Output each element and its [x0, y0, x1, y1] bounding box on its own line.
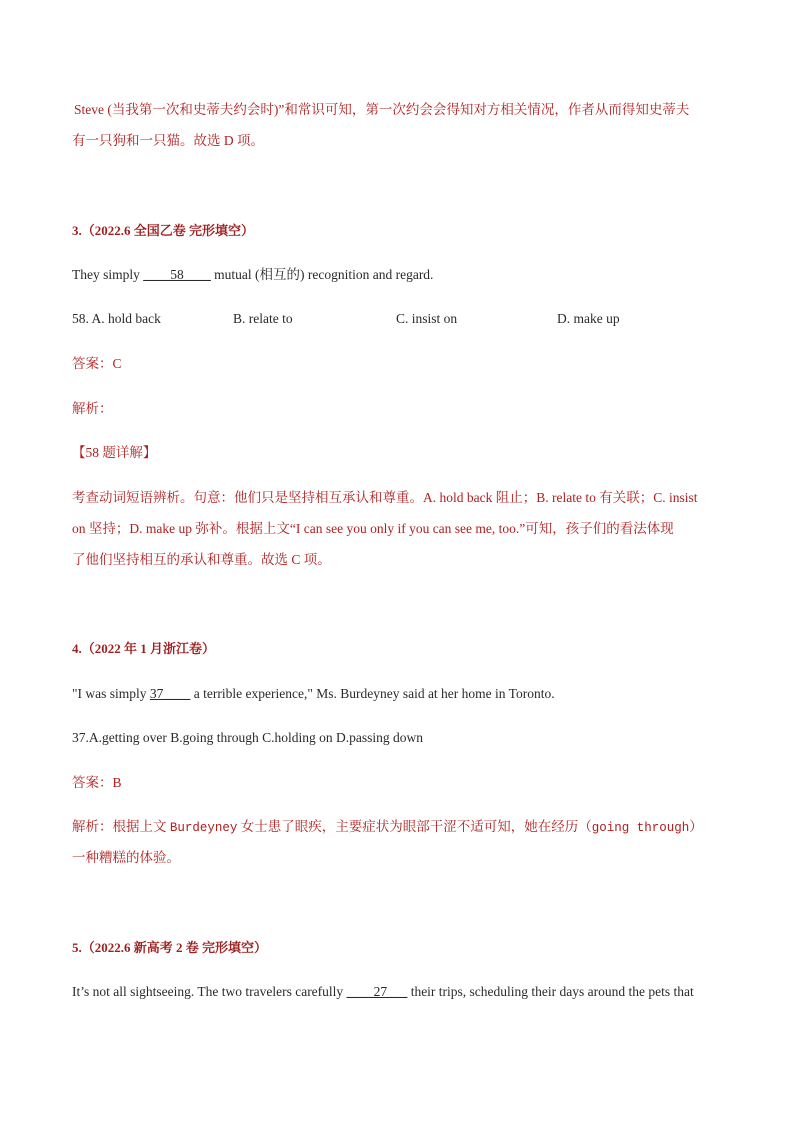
- q3-detail-label: 【58 题详解】: [72, 445, 157, 460]
- q5-sentence: [72, 983, 694, 1001]
- q3-option-d: D. make up: [557, 311, 620, 326]
- q3-blank: ____58____: [143, 267, 211, 282]
- q4-sentence-post: a terrible experience," Ms. Burdeyney said at her home in Toronto.: [190, 686, 555, 701]
- q4-analysis-name: Burdeyney: [169, 821, 238, 835]
- q4-options: 37.A.getting over B.going through C.holding on D.passing down: [72, 730, 423, 745]
- q3-detail-line-3: 了他们坚持相互的承认和尊重。故选 C 项。: [72, 552, 331, 567]
- q4-analysis-line-1: [72, 818, 703, 837]
- q4-analysis-end: ）: [689, 819, 703, 834]
- q5-sentence-post: their trips, scheduling their days around the pets that: [407, 984, 694, 999]
- q4-analysis-pre: 解析：根据上文: [72, 819, 170, 834]
- q3-analysis-label: 解析：: [72, 401, 113, 416]
- q5-blank: ____27___: [346, 984, 408, 999]
- top-block-line-1: Steve (当我第一次和史蒂夫约会时)”和常识可知，第一次约会会得知对方相关情况，作者从而得知史蒂夫: [74, 102, 690, 117]
- q5-sentence-pre: It’s not all sightseeing. The two travelers carefully: [72, 984, 347, 999]
- q3-option-c: C. insist on: [396, 311, 458, 326]
- q4-analysis-phrase: going through: [591, 821, 690, 835]
- q3-detail-line-2: on 坚持；D. make up 弥补。根据上文“I can see you only if you can see me, too.”可知，孩子们的看法体现: [72, 521, 674, 536]
- q3-detail-line-1: 考查动词短语辨析。句意：他们只是坚持相互承认和尊重。A. hold back 阻止；B. relate to 有关联；C. insist: [72, 490, 698, 505]
- q4-analysis-mid: 女士患了眼疾，主要症状为眼部干涩不适可知，她在经历（: [237, 819, 592, 834]
- q3-answer: 答案：C: [72, 356, 122, 371]
- q4-heading: 4.（2022 年 1 月浙江卷）: [72, 641, 216, 656]
- q3-option-b: B. relate to: [233, 311, 293, 326]
- q3-heading: 3.（2022.6 全国乙卷 完形填空）: [72, 223, 255, 238]
- q3-sentence-pre: They simply: [72, 267, 144, 282]
- q4-answer: 答案：B: [72, 775, 122, 790]
- q4-blank: 37____: [149, 686, 191, 701]
- q3-sentence-post: mutual (相互的) recognition and regard.: [210, 267, 434, 282]
- q4-sentence-pre: "I was simply: [72, 686, 150, 701]
- q3-sentence: [72, 266, 433, 284]
- q5-heading: 5.（2022.6 新高考 2 卷 完形填空）: [72, 940, 268, 955]
- q4-analysis-line-2: 一种糟糕的体验。: [72, 850, 180, 865]
- top-block-line-2: 有一只狗和一只猫。故选 D 项。: [72, 133, 264, 148]
- q3-option-a: 58. A. hold back: [72, 311, 161, 326]
- q4-sentence: [72, 685, 555, 703]
